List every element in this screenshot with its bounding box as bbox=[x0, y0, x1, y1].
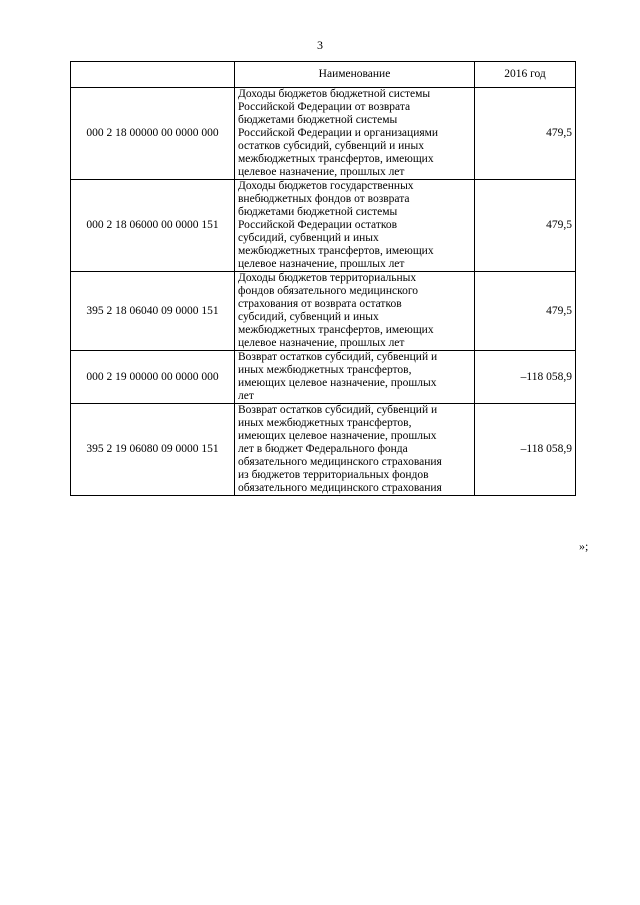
table-header-row bbox=[71, 62, 576, 88]
row-name-line: страхования от возврата остатков bbox=[238, 298, 402, 310]
row-code: 000 2 19 00000 00 0000 000 bbox=[71, 351, 235, 404]
row-value: –118 058,9 bbox=[475, 351, 576, 404]
row-name-line: Возврат остатков субсидий, субвенций и bbox=[238, 351, 438, 363]
row-code: 395 2 18 06040 09 0000 151 bbox=[71, 272, 235, 351]
row-value: 479,5 bbox=[475, 88, 576, 180]
header-code bbox=[71, 62, 235, 88]
row-name-line: межбюджетных трансфертов, имеющих bbox=[238, 245, 434, 257]
table-row bbox=[71, 272, 576, 351]
row-code: 000 2 18 00000 00 0000 000 bbox=[71, 88, 235, 180]
row-name-line: лет bbox=[238, 390, 254, 402]
row-name-line: иных межбюджетных трансфертов, bbox=[238, 364, 412, 376]
row-name-line: Доходы бюджетов бюджетной системы bbox=[238, 88, 431, 100]
row-name-line: из бюджетов территориальных фондов bbox=[238, 469, 429, 481]
budget-table bbox=[70, 61, 576, 496]
row-value: –118 058,9 bbox=[475, 404, 576, 496]
row-name-line: субсидий, субвенций и иных bbox=[238, 232, 379, 244]
header-year: 2016 год bbox=[475, 62, 576, 88]
row-name bbox=[235, 88, 475, 180]
row-name bbox=[235, 272, 475, 351]
table-row bbox=[71, 180, 576, 272]
row-name-line: целевое назначение, прошлых лет bbox=[238, 258, 405, 270]
row-code: 000 2 18 06000 00 0000 151 bbox=[71, 180, 235, 272]
row-name-line: фондов обязательного медицинского bbox=[238, 285, 419, 297]
row-name bbox=[235, 404, 475, 496]
row-name-line: бюджетами бюджетной системы bbox=[238, 114, 398, 126]
row-name-line: субсидий, субвенций и иных bbox=[238, 311, 379, 323]
row-name-line: Российской Федерации и организациями bbox=[238, 127, 439, 139]
row-name-line: лет в бюджет Федерального фонда bbox=[238, 443, 408, 455]
row-value: 479,5 bbox=[475, 180, 576, 272]
row-name bbox=[235, 351, 475, 404]
row-name-line: Возврат остатков субсидий, субвенций и bbox=[238, 404, 438, 416]
closing-quote-mark: »; bbox=[579, 539, 589, 553]
row-name-line: обязательного медицинского страхования bbox=[238, 482, 442, 494]
table-row bbox=[71, 351, 576, 404]
row-name-line: целевое назначение, прошлых лет bbox=[238, 166, 405, 178]
row-name-line: межбюджетных трансфертов, имеющих bbox=[238, 153, 434, 165]
row-name-line: Российской Федерации от возврата bbox=[238, 101, 411, 113]
row-name-line: целевое назначение, прошлых лет bbox=[238, 337, 405, 349]
row-code: 395 2 19 06080 09 0000 151 bbox=[71, 404, 235, 496]
row-value: 479,5 bbox=[475, 272, 576, 351]
header-name: Наименование bbox=[235, 62, 475, 88]
row-name-line: межбюджетных трансфертов, имеющих bbox=[238, 324, 434, 336]
row-name-line: бюджетами бюджетной системы bbox=[238, 206, 398, 218]
row-name-line: Доходы бюджетов государственных bbox=[238, 180, 414, 192]
table-row bbox=[71, 88, 576, 180]
row-name-line: остатков субсидий, субвенций и иных bbox=[238, 140, 424, 152]
row-name-line: внебюджетных фондов от возврата bbox=[238, 193, 410, 205]
row-name-line: иных межбюджетных трансфертов, bbox=[238, 417, 412, 429]
row-name-line: Доходы бюджетов территориальных bbox=[238, 272, 417, 284]
row-name-line: имеющих целевое назначение, прошлых bbox=[238, 430, 437, 442]
table-row bbox=[71, 404, 576, 496]
page-number: 3 bbox=[317, 38, 323, 52]
row-name-line: имеющих целевое назначение, прошлых bbox=[238, 377, 437, 389]
row-name-line: Российской Федерации остатков bbox=[238, 219, 398, 231]
row-name bbox=[235, 180, 475, 272]
row-name-line: обязательного медицинского страхования bbox=[238, 456, 442, 468]
